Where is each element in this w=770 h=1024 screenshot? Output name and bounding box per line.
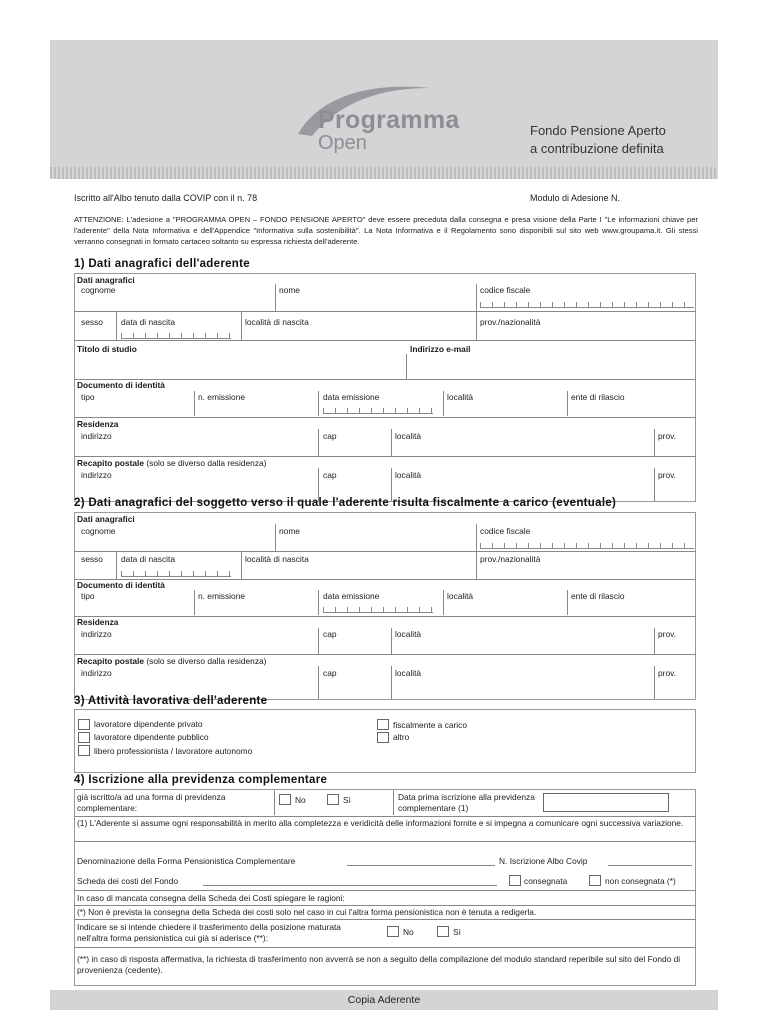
s1-cf-label: codice fiscale <box>480 285 531 295</box>
s2-data-nascita-label: data di nascita <box>121 554 176 564</box>
s1-dati-anagrafici: Dati anagrafici <box>77 275 135 285</box>
s4-n-iscrizione-label: N. Iscrizione Albo Covip <box>499 856 588 866</box>
s4-si-label: Sì <box>343 795 351 805</box>
s1-documento: Documento di identità <box>77 380 165 390</box>
s4-double-star-note: (**) in caso di risposta affermativa, la richiesta di trasferimento non avverrà se non a seguito della compilazione del modulo standard reperibile sul sito del Fondo di provenienza (cedente). <box>77 954 681 975</box>
s2-n-emissione-label: n. emissione <box>198 591 246 601</box>
s4-denominazione-field[interactable] <box>347 865 495 866</box>
s1-prov-label: prov./nazionalità <box>480 317 541 327</box>
s2-cf-field[interactable] <box>480 543 694 549</box>
s4-trasf-si-label: Sì <box>453 927 461 937</box>
s4-mancata-label: In caso di mancata consegna della Scheda dei Costi spiegare le ragioni: <box>77 893 345 903</box>
s2-sesso-label: sesso <box>81 554 103 564</box>
s2-documento: Documento di identità <box>77 580 165 590</box>
s2-rec-indirizzo-label: indirizzo <box>81 668 112 678</box>
s4-trasf-checkbox-no[interactable] <box>387 926 399 937</box>
s1-titolo-studio: Titolo di studio <box>77 344 137 354</box>
s4-scheda-costi-field[interactable] <box>203 885 497 886</box>
s1-recapito-label: Recapito postale <box>77 458 145 468</box>
header-band <box>50 40 718 167</box>
s2-res-prov-label: prov. <box>658 629 676 639</box>
s3-option-altro: altro <box>393 732 410 742</box>
s4-data-prima-input[interactable] <box>543 793 669 812</box>
s4-checkbox-consegnata[interactable] <box>509 875 521 886</box>
s3-checkbox-fiscalmente[interactable] <box>377 719 389 730</box>
s4-gia-iscritto: già iscritto/a ad una forma di previdenza complementare: <box>77 792 226 813</box>
s1-data-emissione-label: data emissione <box>323 392 380 402</box>
s1-cognome-label: cognome <box>81 285 116 295</box>
s3-option-fiscalmente: fiscalmente a carico <box>393 720 468 730</box>
s1-recapito <box>77 458 266 468</box>
s2-cf-label: codice fiscale <box>480 526 531 536</box>
s3-checkbox-pubblico[interactable] <box>78 732 90 743</box>
s2-residenza: Residenza <box>77 617 119 627</box>
s2-prov-label: prov./nazionalità <box>480 554 541 564</box>
section2-title: 2) Dati anagrafici del soggetto verso il quale l'aderente risulta fiscalmente a carico (eventuale) <box>74 497 617 509</box>
s4-no-label: No <box>295 795 306 805</box>
s2-recapito <box>77 656 266 666</box>
s4-denominazione-label: Denominazione della Forma Pensionistica Complementare <box>77 856 296 866</box>
notice-text: ATTENZIONE: L'adesione a "PROGRAMMA OPEN – FONDO PENSIONE APERTO" deve essere preceduta dalla consegna e presa visione della Parte I "Le informazioni chiave per l'aderente" della Nota Informativa e dell'Appendice "Informativa sulla sostenibilità". La Nota Informativa e il Regolamento sono disponibili sul sito web www.groupama.it. Gli stessi verranno consegnati in formato cartaceo soltanto su espressa richiesta dell'aderente. <box>74 215 698 246</box>
s4-trasf-no-label: No <box>403 927 414 937</box>
section2-box <box>74 512 696 700</box>
section3-title: 3) Attività lavorativa dell'aderente <box>74 695 268 707</box>
s2-localita-nascita-label: località di nascita <box>245 554 309 564</box>
s2-dati-anagrafici: Dati anagrafici <box>77 514 135 524</box>
s1-nome-label: nome <box>279 285 300 295</box>
s1-tipo-label: tipo <box>81 392 95 402</box>
s3-option-autonomo: libero professionista / lavoratore autonomo <box>94 746 253 756</box>
s1-localita-label: località <box>447 392 474 402</box>
s1-n-emissione-label: n. emissione <box>198 392 246 402</box>
s2-ente-label: ente di rilascio <box>571 591 625 601</box>
s1-res-localita-label: località <box>395 431 422 441</box>
registry-text: Iscritto all'Albo tenuto dalla COVIP con il n. 78 <box>74 193 258 203</box>
s2-data-nascita-field[interactable] <box>121 571 231 577</box>
s4-trasferimento: Indicare se si intende chiedere il trasferimento della posizione maturata nell'altra forma pensionistica cui già si aderisce (**): <box>77 922 341 943</box>
s4-data-prima: Data prima iscrizione alla previdenza complementare (1) <box>398 792 535 813</box>
s1-data-nascita-field[interactable] <box>121 333 231 339</box>
footer-copy-label: Copia Aderente <box>50 990 718 1010</box>
s4-star-note: (*) Non è prevista la consegna della Scheda dei costi solo nel caso in cui l'altra forma pensionistica non è tenuta a redigerla. <box>77 907 537 917</box>
s1-rec-indirizzo-label: indirizzo <box>81 470 112 480</box>
s2-rec-cap-label: cap <box>323 668 337 678</box>
s2-data-emissione-field[interactable] <box>323 607 433 613</box>
s3-checkbox-privato[interactable] <box>78 719 90 730</box>
s4-consegnata-label: consegnata <box>524 876 568 886</box>
s1-rec-prov-label: prov. <box>658 470 676 480</box>
s3-checkbox-altro[interactable] <box>377 732 389 743</box>
s2-recapito-label: Recapito postale <box>77 656 145 666</box>
s1-data-nascita-label: data di nascita <box>121 317 176 327</box>
s1-recapito-note: (solo se diverso dalla residenza) <box>146 458 267 468</box>
s2-rec-localita-label: località <box>395 668 422 678</box>
header-stripe <box>50 167 718 179</box>
s1-data-emissione-field[interactable] <box>323 408 433 414</box>
section1-title: 1) Dati anagrafici dell'aderente <box>74 258 250 270</box>
s3-option-privato: lavoratore dipendente privato <box>94 719 203 729</box>
s1-cf-field[interactable] <box>480 302 694 308</box>
s3-checkbox-autonomo[interactable] <box>78 745 90 756</box>
s1-res-prov-label: prov. <box>658 431 676 441</box>
s2-recapito-note: (solo se diverso dalla residenza) <box>146 656 267 666</box>
s1-ente-label: ente di rilascio <box>571 392 625 402</box>
s4-checkbox-non-consegnata[interactable] <box>589 875 601 886</box>
s1-indirizzo-label: indirizzo <box>81 431 112 441</box>
s4-non-consegnata-label: non consegnata (*) <box>605 876 676 886</box>
s3-option-pubblico: lavoratore dipendente pubblico <box>94 732 209 742</box>
fund-title-line2: a contribuzione definita <box>530 141 664 156</box>
s1-residenza: Residenza <box>77 419 119 429</box>
s4-trasf-checkbox-si[interactable] <box>437 926 449 937</box>
logo-title: Programma <box>318 106 460 134</box>
s4-checkbox-no[interactable] <box>279 794 291 805</box>
fund-title <box>530 122 710 158</box>
s2-cognome-label: cognome <box>81 526 116 536</box>
fund-title-line1: Fondo Pensione Aperto <box>530 123 666 138</box>
s4-scheda-costi-label: Scheda dei costi del Fondo <box>77 876 179 886</box>
s2-localita-label: località <box>447 591 474 601</box>
s4-checkbox-si[interactable] <box>327 794 339 805</box>
s1-rec-localita-label: località <box>395 470 422 480</box>
s2-indirizzo-label: indirizzo <box>81 629 112 639</box>
s1-rec-cap-label: cap <box>323 470 337 480</box>
section4-title: 4) Iscrizione alla previdenza complementare <box>74 774 328 786</box>
s2-rec-prov-label: prov. <box>658 668 676 678</box>
s2-res-localita-label: località <box>395 629 422 639</box>
form-page <box>50 40 718 1010</box>
s1-email-label: Indirizzo e-mail <box>410 344 471 354</box>
s4-n-iscrizione-field[interactable] <box>608 865 692 866</box>
s1-sesso-label: sesso <box>81 317 103 327</box>
s1-localita-nascita-label: località di nascita <box>245 317 309 327</box>
form-number-label: Modulo di Adesione N. <box>530 193 621 203</box>
s4-note1: (1) L'Aderente si assume ogni responsabilità in merito alla completezza e veridicità delle informazioni fornite e si impegna a comunicare ogni successiva variazione. <box>77 818 684 828</box>
s2-tipo-label: tipo <box>81 591 95 601</box>
s1-cap-label: cap <box>323 431 337 441</box>
logo-subtitle: Open <box>318 132 367 154</box>
s2-data-emissione-label: data emissione <box>323 591 380 601</box>
s2-cap-label: cap <box>323 629 337 639</box>
s2-nome-label: nome <box>279 526 300 536</box>
